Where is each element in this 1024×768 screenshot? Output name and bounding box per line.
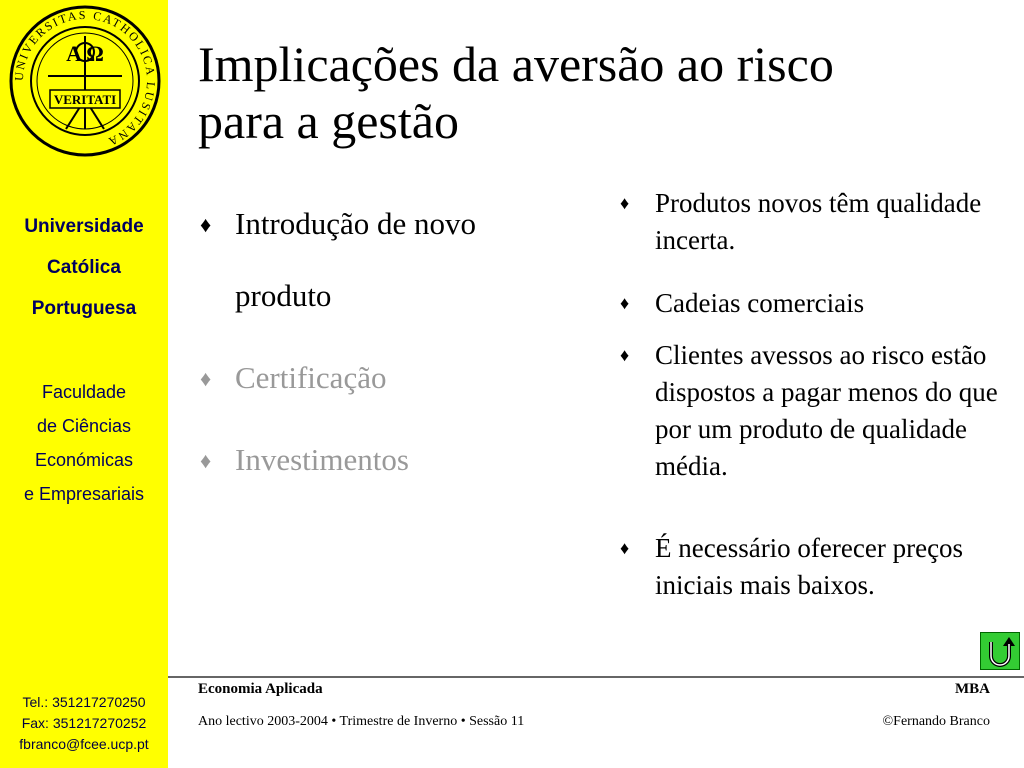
bullet-diamond-icon: ♦: [620, 193, 630, 213]
footer-course: Economia Aplicada: [198, 681, 323, 697]
phone-text: Tel.: 351217270250: [22, 694, 146, 710]
title-line: Implicações da aversão ao risco: [198, 36, 834, 92]
right-bullet-item: [620, 285, 1010, 322]
university-name: [0, 206, 168, 329]
footer-author: ©Fernando Branco: [882, 714, 990, 729]
university-seal-icon: [8, 4, 162, 158]
university-line: Universidade: [24, 216, 144, 237]
u-turn-arrow-icon[interactable]: [980, 632, 1020, 670]
right-bullet-item: [620, 337, 1010, 485]
bullet-text: É necessário oferecer preços iniciais mais baixos.: [655, 533, 964, 600]
contact-info: [0, 692, 168, 755]
faculty-line: Económicas: [34, 450, 134, 470]
bullet-text: Certificação: [235, 360, 387, 395]
footer-program: MBA: [955, 681, 990, 697]
right-bullet-item: [620, 185, 1010, 259]
faculty-line: de Ciências: [36, 416, 132, 436]
bullet-diamond-icon: ♦: [200, 366, 212, 391]
university-line: Portuguesa: [31, 298, 137, 319]
email-text: fbranco@fcee.ucp.pt: [19, 736, 149, 752]
bullet-diamond-icon: ♦: [620, 293, 630, 313]
slide-title: [198, 36, 834, 150]
bullet-diamond-icon: ♦: [200, 448, 212, 473]
faculty-line: Faculdade: [41, 382, 127, 402]
logo-motto: VERITATI: [53, 92, 117, 107]
title-line: para a gestão: [198, 93, 459, 149]
bullet-diamond-icon: ♦: [620, 345, 630, 365]
bullet-text: Cadeias comerciais: [655, 288, 865, 318]
footer-divider: [168, 676, 1024, 678]
right-bullet-item: [620, 530, 1010, 604]
logo-ring-text: UNIVERSITAS CATHOLICA LUSITANA: [11, 7, 159, 150]
bullet-text: produto: [235, 278, 332, 313]
bullet-text: Clientes avessos ao risco estão dispostos a pagar menos do que por um produto de qualidade média.: [655, 340, 998, 481]
bullet-diamond-icon: ♦: [620, 538, 630, 558]
footer-session: Ano lectivo 2003-2004 • Trimestre de Inverno • Sessão 11: [198, 714, 525, 729]
sidebar: [0, 0, 168, 768]
bullet-text: Produtos novos têm qualidade incerta.: [655, 188, 982, 255]
logo-symbols: A Ω: [66, 41, 104, 66]
bullet-text: Introdução de novo: [235, 206, 477, 241]
university-line: Católica: [47, 257, 121, 278]
bullet-text: Investimentos: [235, 442, 409, 477]
faculty-name: [0, 375, 168, 511]
faculty-line: e Empresariais: [23, 484, 145, 504]
fax-text: Fax: 351217270252: [21, 715, 147, 731]
bullet-diamond-icon: ♦: [200, 212, 212, 237]
